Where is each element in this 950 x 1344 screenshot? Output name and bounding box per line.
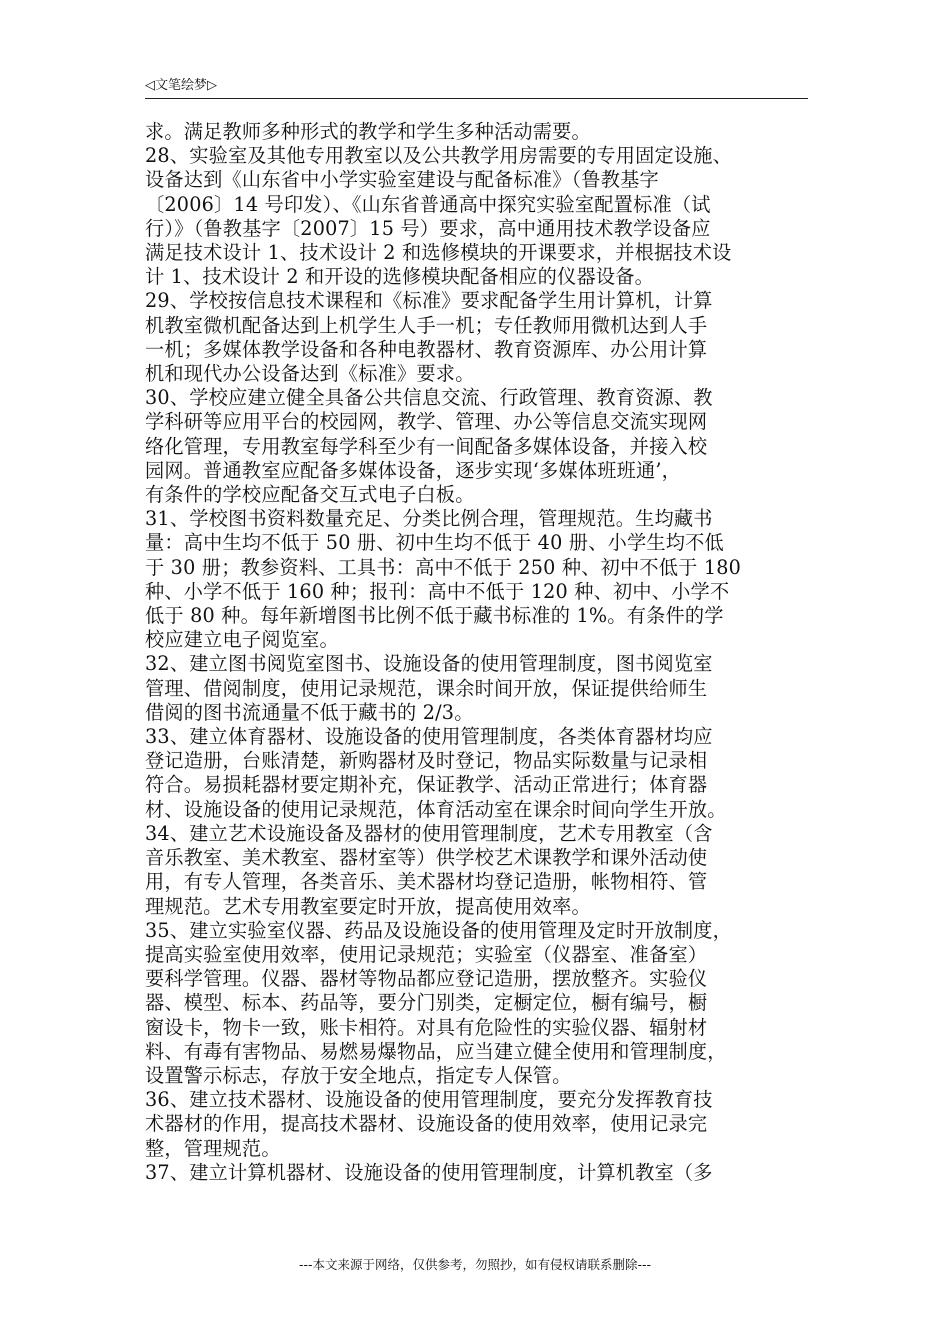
document-body <box>145 120 810 1185</box>
paragraph-31: 31、学校图书资料数量充足、分类比例合理，管理规范。生均藏书 量：高中生均不低于 50 册、初中生均不低于 40 册、小学生均不低 于 30 册；教参资料、工具书：高中不低于 250 种、初中不低于 180 种、小学不低于 160 种；报刊：高中不低于 120 种、初中、小学不 低于 80 种。每年新增图书比例不低于藏书标准的 1%。有条件的学 校应建立电子阅览室。 <box>145 507 742 652</box>
paragraph-30: 30、学校应建立健全具备公共信息交流、行政管理、教育资源、教 学科研等应用平台的校园网，教学、管理、办公等信息交流实现网 络化管理，专用教室每学科至少有一间配备多媒体设备，并接入校 园网。普通教室应配备多媒体设备，逐步实现‘多媒体班班通’， 有条件的学校应配备交互式电子白板。 <box>145 386 713 507</box>
page-header <box>145 72 808 99</box>
paragraph-36: 36、建立技术器材、设施设备的使用管理制度，要充分发挥教育技 术器材的作用，提高技术器材、设施设备的使用效率，使用记录完 整，管理规范。 <box>145 1088 713 1160</box>
paragraph-37: 37、建立计算机器材、设施设备的使用管理制度，计算机教室（多 <box>145 1160 713 1184</box>
paragraph-35: 35、建立实验室仪器、药品及设施设备的使用管理及定时开放制度， 提高实验室使用效率，使用记录规范；实验室（仪器室、准备室） 要科学管理。仪器、器材等物品都应登记造册，摆放整齐。实验仪 器、模型、标本、药品等，要分门别类，定橱定位，橱有编号，橱 窗设卡，物卡一致，账卡相符。对具有危险性的实验仪器、辐射材 料、有毒有害物品、易燃易爆物品，应当建立健全使用和管理制度， 设置警示标志，存放于安全地点，指定专人保管。 <box>145 918 733 1087</box>
paragraph-33: 33、建立体育器材、设施设备的使用管理制度，各类体育器材均应 登记造册，台账清楚，新购器材及时登记，物品实际数量与记录相 符合。易损耗器材要定期补充，保证教学、活动正常进行；体育器 材、设施设备的使用记录规范，体育活动室在课余时间向学生开放。 <box>145 725 727 821</box>
paragraph-continuation: 求。满足教师多种形式的教学和学生多种活动需要。 <box>145 120 591 143</box>
header-title: ◁文笔绘梦▷ <box>145 78 217 93</box>
page-footer: ---本文来源于网络，仅供参考，勿照抄，如有侵权请联系删除--- <box>298 1257 652 1272</box>
paragraph-28: 28、实验室及其他专用教室以及公共教学用房需要的专用固定设施、 设备达到《山东省中小学实验室建设与配备标准》（鲁教基字 〔2006〕14 号印发）、《山东省普通高中探究实验室配置标准（试 行）》（鲁教基字〔2007〕15 号）要求，高中通用技术教学设备应 满足技术设计 1、技术设计 2 和选修模块的开课要求，并根据技术设 计 1、技术设计 2 和开设的选修模块配备相应的仪器设备。 <box>145 144 733 289</box>
paragraph-29: 29、学校按信息技术课程和《标准》要求配备学生用计算机，计算 机教室微机配备达到上机学生人手一机；专任教师用微机达到人手 一机；多媒体教学设备和各种电教器材、教育资源库、办公用计算 机和现代办公设备达到《标准》要求。 <box>145 289 713 386</box>
paragraph-32: 32、建立图书阅览室图书、设施设备的使用管理制度，图书阅览室 管理、借阅制度，使用记录规范，课余时间开放，保证提供给师生 借阅的图书流通量不低于藏书的 2/3。 <box>145 652 713 724</box>
paragraph-34: 34、建立艺术设施设备及器材的使用管理制度，艺术专用教室（含 音乐教室、美术教室、器材室等）供学校艺术课教学和课外活动使 用，有专人管理，各类音乐、美术器材均登记造册，帐物相符、管 理规范。艺术专用教室要定时开放，提高使用效率。 <box>145 821 713 918</box>
